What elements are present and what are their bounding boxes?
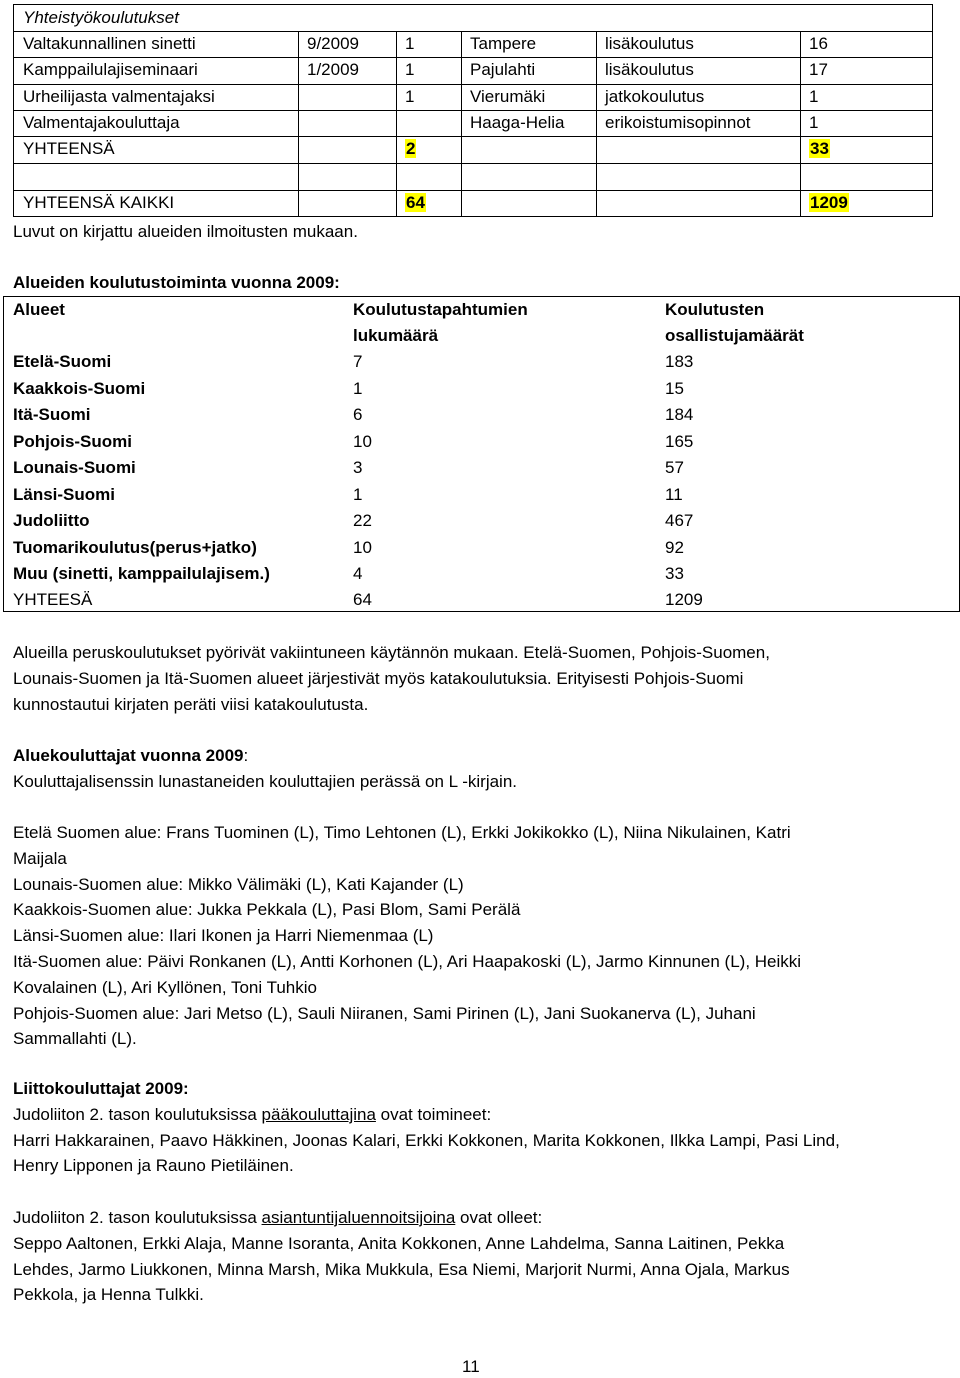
region-participants: 57	[665, 458, 684, 477]
grand-total-participants	[800, 190, 849, 216]
region-name: Judoliitto	[13, 511, 90, 530]
total-count-value: 2	[406, 139, 416, 158]
training-participants: 1	[809, 87, 819, 106]
region-events: 7	[353, 352, 363, 371]
trainer-line: Pohjois-Suomen alue: Jari Metso (L), Sauli Niiranen, Sami Pirinen (L), Jani Suokanerva (L), Juhani	[13, 1003, 756, 1023]
trainer-line: Länsi-Suomen alue: Ilari Ikonen ja Harri Niemenmaa (L)	[13, 926, 434, 946]
training-place: Haaga-Helia	[470, 113, 565, 132]
header-area: Alueet	[13, 300, 65, 319]
region-total-events: 64	[353, 590, 372, 609]
federation-p1-intro	[13, 1102, 933, 1128]
coop-training-table	[13, 4, 933, 217]
grand-total-count	[396, 190, 426, 216]
training-type: lisäkoulutus	[605, 60, 694, 79]
area-trainers-heading	[13, 743, 933, 769]
region-events: 3	[353, 458, 363, 477]
region-events: 1	[353, 485, 363, 504]
training-count: 1	[405, 87, 415, 106]
federation-p2-names: Lehdes, Jarmo Liukkonen, Minna Marsh, Mika Mukkula, Esa Niemi, Marjorit Nurmi, Anna Ojala, Markus	[13, 1259, 790, 1279]
trainer-line: Etelä Suomen alue: Frans Tuominen (L), Timo Lehtonen (L), Erkki Jokikokko (L), Niina Nikulainen, Katri	[13, 823, 791, 842]
p2-underlined: asiantuntijaluennoitsijoina	[261, 1208, 456, 1227]
table-row	[14, 84, 932, 110]
region-participants: 33	[665, 564, 684, 583]
training-type: jatkokoulutus	[605, 87, 705, 106]
p2-pre: Judoliiton 2. tason koulutuksissa	[13, 1208, 262, 1227]
training-date: 9/2009	[307, 34, 359, 53]
total-participants	[800, 136, 830, 162]
trainer-line: Kovalainen (L), Ari Kyllönen, Toni Tuhkio	[13, 977, 317, 997]
federation-p2-names: Seppo Aaltonen, Erkki Alaja, Manne Isoranta, Anita Kokkonen, Anne Lahdelma, Sanna Laitinen, Pekka	[13, 1233, 785, 1253]
training-place: Tampere	[470, 34, 537, 53]
total-count	[396, 136, 416, 162]
region-events: 22	[353, 511, 372, 530]
table-row	[14, 57, 932, 83]
table-title: Yhteistyökoulutukset	[23, 8, 179, 27]
page-number: 11	[462, 1357, 480, 1376]
trainer-line: Sammallahti (L).	[13, 1029, 137, 1049]
training-name: Valmentajakouluttaja	[23, 113, 180, 132]
trainer-line: Kaakkois-Suomen alue: Jukka Pekkala (L), Pasi Blom, Sami Perälä	[13, 900, 521, 920]
region-participants: 184	[665, 405, 694, 424]
training-name: Kamppailulajiseminaari	[23, 60, 198, 79]
grand-total-label: YHTEENSÄ KAIKKI	[23, 193, 175, 212]
grand-total-row	[14, 190, 932, 216]
region-name: Itä-Suomi	[13, 405, 91, 424]
federation-p2-names: Pekkola, ja Henna Tulkki.	[13, 1285, 204, 1305]
training-place: Pajulahti	[470, 60, 536, 79]
region-events: 10	[353, 432, 372, 451]
trainer-line: Maijala	[13, 848, 67, 868]
grand-total-count-value: 64	[406, 193, 425, 212]
regions-paragraph	[13, 640, 933, 717]
region-events: 10	[353, 538, 372, 557]
region-events: 6	[353, 405, 363, 424]
region-participants: 183	[665, 352, 694, 371]
header-events-line2: lukumäärä	[353, 326, 439, 345]
region-name: Lounais-Suomi	[13, 458, 136, 477]
training-participants: 1	[809, 113, 819, 132]
area-trainers-section	[13, 743, 933, 795]
federation-p1-names: Henry Lipponen ja Rauno Pietiläinen.	[13, 1156, 294, 1176]
area-trainers-list	[13, 820, 933, 1052]
region-name: Kaakkois-Suomi	[13, 379, 146, 398]
region-participants: 467	[665, 511, 694, 530]
table-row	[14, 110, 932, 136]
area-trainers-heading-text: Aluekouluttajat vuonna 2009	[13, 746, 244, 765]
training-name: Urheilijasta valmentajaksi	[23, 87, 215, 106]
training-place: Vierumäki	[470, 87, 546, 106]
region-events: 4	[353, 564, 363, 583]
table-note: Luvut on kirjattu alueiden ilmoitusten mukaan.	[13, 222, 358, 241]
region-participants: 92	[665, 538, 684, 557]
training-count: 1	[405, 60, 415, 79]
region-name: Etelä-Suomi	[13, 352, 112, 371]
row-divider	[14, 163, 932, 164]
trainer-line: Itä-Suomen alue: Päivi Ronkanen (L), Antti Korhonen (L), Ari Haapakoski (L), Jarmo Kinnunen (L), Heikki	[13, 951, 802, 971]
header-events-line1: Koulutustapahtumien	[353, 300, 528, 319]
table-row	[14, 31, 932, 57]
federation-heading: Liittokouluttajat 2009:	[13, 1079, 189, 1098]
total-row	[14, 136, 932, 162]
training-name: Valtakunnallinen sinetti	[23, 34, 196, 53]
p1-pre: Judoliiton 2. tason koulutuksissa	[13, 1104, 262, 1124]
area-trainers-subtitle: Kouluttajalisenssin lunastaneiden kouluttajien perässä on L -kirjain.	[13, 771, 518, 791]
regions-table	[3, 296, 960, 612]
federation-trainers-section	[13, 1076, 933, 1179]
paragraph-line: Lounais-Suomen ja Itä-Suomen alueet järjestivät myös katakoulutuksia. Erityisesti Pohjois-Suomi	[13, 668, 744, 688]
training-type: erikoistumisopinnot	[605, 113, 751, 132]
region-total-label: YHTEESÄ	[13, 590, 93, 609]
region-name: Länsi-Suomi	[13, 485, 116, 504]
p1-post: ovat toimineet:	[375, 1104, 492, 1124]
training-participants: 17	[809, 60, 828, 79]
region-name: Tuomarikoulutus(perus+jatko)	[13, 538, 257, 557]
p1-underlined: pääkouluttajina	[261, 1104, 376, 1124]
training-participants: 16	[809, 34, 828, 53]
federation-experts-section	[13, 1205, 933, 1308]
region-participants: 11	[665, 485, 683, 504]
p2-post: ovat olleet:	[455, 1208, 543, 1227]
paragraph-line: Alueilla peruskoulutukset pyörivät vakiintuneen käytännön mukaan. Etelä-Suomen, Pohjois-Suomen,	[13, 643, 770, 662]
grand-total-participants-value: 1209	[810, 193, 848, 212]
federation-p2-intro	[13, 1205, 933, 1231]
region-participants: 165	[665, 432, 694, 451]
region-name: Muu (sinetti, kamppailulajisem.)	[13, 564, 270, 583]
federation-p1-names: Harri Hakkarainen, Paavo Häkkinen, Joonas Kalari, Erkki Kokkonen, Marita Kokkonen, Ilkka Lampi, Pasi Lind,	[13, 1130, 840, 1150]
total-label: YHTEENSÄ	[23, 139, 115, 158]
training-count: 1	[405, 34, 415, 53]
header-participants-line2: osallistujamäärät	[665, 326, 804, 345]
paragraph-line: kunnostautui kirjaten peräti viisi katakoulutusta.	[13, 694, 369, 714]
area-trainers-heading-colon: :	[243, 746, 249, 765]
trainer-line: Lounais-Suomen alue: Mikko Välimäki (L), Kati Kajander (L)	[13, 874, 464, 894]
region-name: Pohjois-Suomi	[13, 432, 132, 451]
region-total-participants: 1209	[665, 590, 703, 609]
header-participants-line1: Koulutusten	[665, 300, 765, 319]
training-date: 1/2009	[307, 60, 359, 79]
regions-heading: Alueiden koulutustoiminta vuonna 2009:	[13, 273, 340, 292]
region-events: 1	[353, 379, 363, 398]
region-participants: 15	[665, 379, 684, 398]
total-participants-value: 33	[810, 139, 829, 158]
training-type: lisäkoulutus	[605, 34, 694, 53]
